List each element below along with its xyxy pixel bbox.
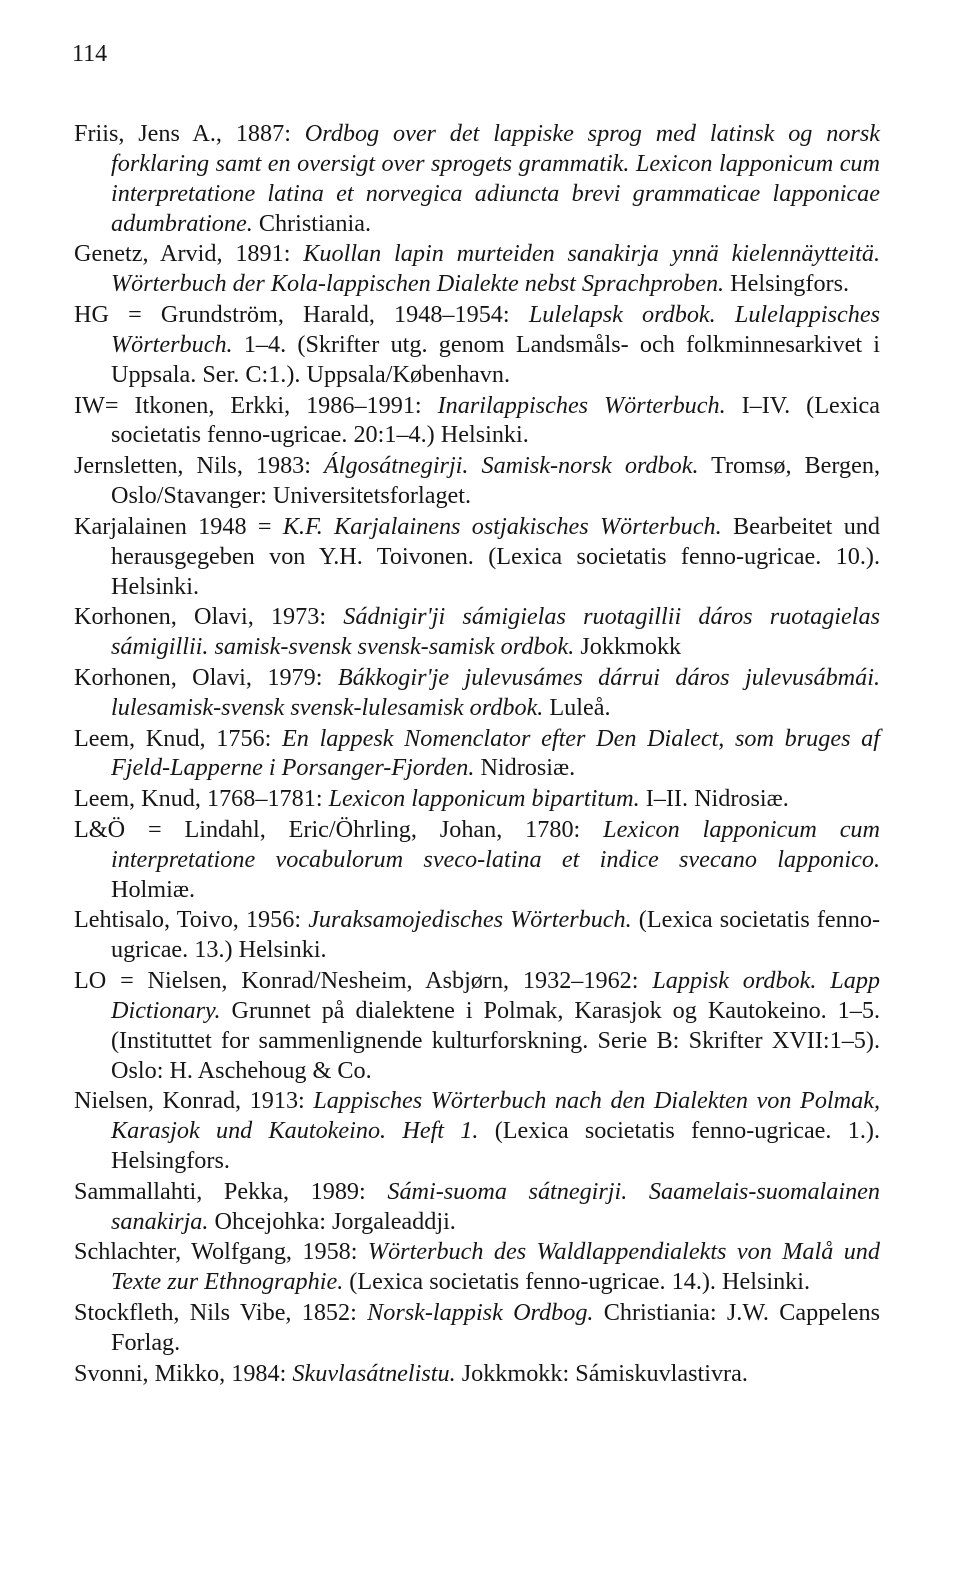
entry-publication: I–II. Nidrosiæ.	[639, 785, 789, 813]
entry-publication: Holmiæ.	[111, 875, 195, 903]
entry-title: En lappesk Nomenclator efter Den Dialect, som bruges af Fjeld-Lapperne i Porsanger-Fjorden.	[111, 724, 880, 782]
bibliography-entry	[74, 391, 880, 451]
bibliography-entry	[74, 815, 880, 905]
entry-author: Stockfleth, Nils Vibe, 1852:	[74, 1299, 368, 1327]
entry-title: Ordbog over det lappiske sprog med latinsk og norsk forklaring samt en oversigt over sprogets grammatik. Lexicon lapponicum cum interpretatione latina et norvegica adiuncta brevi grammaticae lapponicae adumbratione.	[111, 120, 880, 237]
entry-title: Lappisk ordbok. Lapp Dictionary.	[111, 966, 881, 1024]
entry-title: Juraksamojedisches Wörterbuch.	[308, 906, 632, 934]
entry-publication: Bearbeitet und herausgegeben von Y.H. Toivonen. (Lexica societatis fenno-ugricae. 10.). Helsinki.	[111, 512, 880, 600]
entry-title: Bákkogir'je julevusámes dárrui dáros julevusábmái. lulesamisk-svensk svensk-lulesamisk ordbok.	[111, 663, 880, 721]
entry-author: HG = Grundström, Harald, 1948–1954:	[74, 301, 529, 329]
entry-title: Inarilappisches Wörterbuch.	[437, 391, 726, 419]
entry-author: Svonni, Mikko, 1984:	[74, 1359, 293, 1387]
bibliography-list	[74, 119, 880, 1389]
entry-publication: Jokkmokk	[574, 633, 682, 661]
entry-title: Álgosátnegirji. Samisk-norsk ordbok.	[324, 452, 699, 480]
bibliography-entry	[74, 1237, 880, 1297]
entry-publication: Christiania.	[252, 209, 371, 237]
bibliography-entry	[74, 451, 880, 511]
entry-title: Sámi-suoma sátnegirji. Saamelais-suomalainen sanakirja.	[111, 1177, 880, 1235]
bibliography-entry	[74, 602, 880, 662]
entry-author: Sammallahti, Pekka, 1989:	[74, 1177, 388, 1205]
bibliography-entry	[74, 119, 880, 239]
bibliography-entry	[74, 663, 880, 723]
entry-title: Wörterbuch des Waldlappendialekts von Malå und Texte zur Ethnographie.	[111, 1238, 880, 1296]
entry-author: Korhonen, Olavi, 1973:	[74, 603, 344, 631]
page-number: 114	[72, 41, 108, 67]
entry-publication: Luleå.	[543, 693, 611, 721]
entry-author: Leem, Knud, 1756:	[74, 724, 283, 752]
entry-author: Genetz, Arvid, 1891:	[74, 240, 304, 268]
entry-publication: Ohcejohka: Jorgaleaddji.	[208, 1207, 456, 1235]
entry-author: LO = Nielsen, Konrad/Nesheim, Asbjørn, 1932–1962:	[74, 966, 653, 994]
entry-publication: I–IV. (Lexica societatis fenno-ugricae. 20:1–4.) Helsinki.	[111, 391, 880, 449]
bibliography-entry	[74, 239, 880, 299]
entry-author: Leem, Knud, 1768–1781:	[74, 785, 329, 813]
entry-publication: Nidrosiæ.	[474, 754, 576, 782]
entry-publication: (Lexica societatis fenno-ugricae. 1.). Helsingfors.	[111, 1117, 880, 1175]
bibliography-entry	[74, 512, 880, 602]
entry-author: L&Ö = Lindahl, Eric/Öhrling, Johan, 1780:	[74, 815, 604, 843]
bibliography-entry	[74, 1177, 880, 1237]
bibliography-entry	[74, 1298, 880, 1358]
bibliography-entry	[74, 300, 880, 390]
entry-publication: Helsingfors.	[724, 270, 850, 298]
entry-title: Skuvlasátnelistu.	[292, 1359, 456, 1387]
entry-author: Korhonen, Olavi, 1979:	[74, 663, 338, 691]
entry-publication: (Lexica societatis fenno-ugricae. 14.). Helsinki.	[343, 1268, 811, 1296]
bibliography-entry	[74, 966, 880, 1086]
entry-author: Jernsletten, Nils, 1983:	[74, 452, 324, 480]
entry-publication: Tromsø, Bergen, Oslo/Stavanger: Universitetsforlaget.	[111, 452, 880, 510]
entry-title: Sádnigir'ji sámigielas ruotagillii dáros ruotagielas sámigillii. samisk-svensk svensk-samisk ordbok.	[111, 603, 880, 661]
bibliography-entry	[74, 1359, 880, 1389]
entry-title: Lexicon lapponicum bipartitum.	[328, 785, 640, 813]
entry-title: Lexicon lapponicum cum interpretatione vocabulorum sveco-latina et indice svecano lapponico.	[111, 815, 880, 873]
entry-author: Lehtisalo, Toivo, 1956:	[74, 906, 309, 934]
entry-author: Nielsen, Konrad, 1913:	[74, 1087, 314, 1115]
entry-publication: Grunnet på dialektene i Polmak, Karasjok og Kautokeino. 1–5. (Instituttet for sammenlignende kulturforskning. Serie B: Skrifter XVII:1–5). Oslo: H. Aschehoug & Co.	[111, 996, 880, 1084]
entry-title: Lappisches Wörterbuch nach den Dialekten von Polmak, Karasjok und Kautokeino. Heft 1.	[111, 1087, 880, 1145]
bibliography-entry	[74, 784, 880, 814]
entry-author: Friis, Jens A., 1887:	[74, 120, 305, 147]
entry-title: Norsk-lappisk Ordbog.	[367, 1299, 594, 1327]
entry-publication: Jokkmokk: Sámiskuvlastivra.	[455, 1359, 748, 1387]
entry-title: Lulelapsk ordbok. Lulelappisches Wörterbuch.	[111, 301, 880, 358]
entry-publication: Christiania: J.W. Cappelens Forlag.	[111, 1299, 880, 1356]
bibliography-entry	[74, 905, 880, 965]
entry-publication: 1–4. (Skrifter utg. genom Landsmåls- och folkminnesarkivet i Uppsala. Ser. C:1.). Uppsala/København.	[111, 330, 880, 388]
entry-publication: (Lexica societatis fenno-ugricae. 13.) Helsinki.	[111, 906, 880, 964]
entry-title: K.F. Karjalainens ostjakisches Wörterbuch.	[282, 512, 722, 540]
entry-title: Kuollan lapin murteiden sanakirja ynnä kielennäytteitä. Wörterbuch der Kola-lappischen Dialekte nebst Sprachproben.	[111, 240, 880, 298]
entry-author: IW= Itkonen, Erkki, 1986–1991:	[74, 391, 438, 419]
entry-author: Karjalainen 1948 =	[74, 512, 283, 540]
bibliography-entry	[74, 724, 880, 784]
entry-author: Schlachter, Wolfgang, 1958:	[74, 1238, 368, 1266]
bibliography-entry	[74, 1086, 880, 1176]
